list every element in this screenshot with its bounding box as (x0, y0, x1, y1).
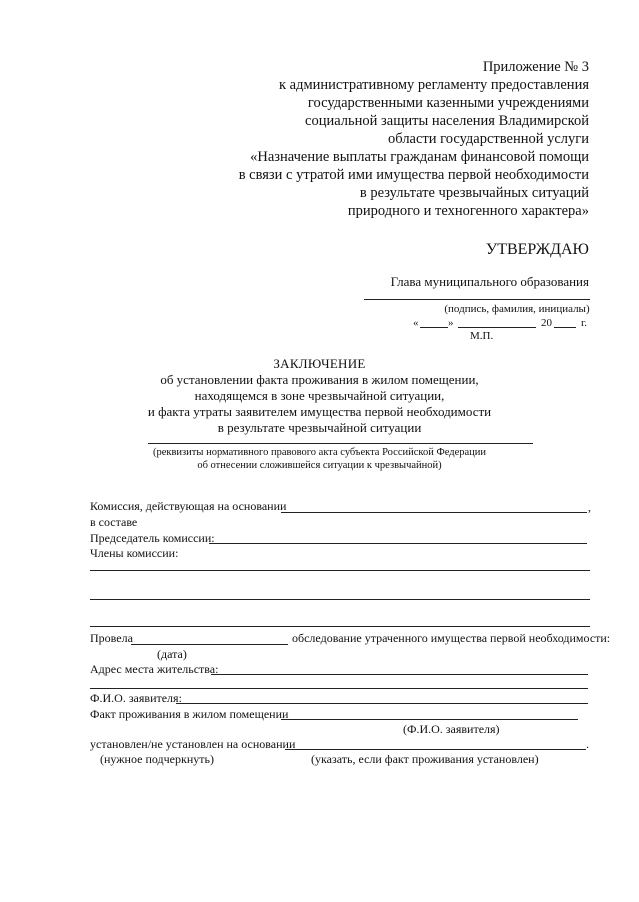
approve-title: УТВЕРЖДАЮ (485, 241, 589, 258)
comma: , (588, 500, 591, 514)
header-line: в связи с утратой ими имущества первой необходимости (238, 167, 589, 183)
requisites-line[interactable] (148, 443, 533, 444)
requisites-hint: (реквизиты нормативного правового акта субъекта Российской Федерации (152, 447, 487, 458)
established-basis-field[interactable] (285, 749, 586, 750)
address-field[interactable] (211, 674, 588, 675)
date-quote-close: » (448, 317, 454, 329)
survey-label: обследование утраченного имущества первой необходимости: (292, 631, 611, 645)
specify-hint: (указать, если факт проживания установлен) (311, 752, 539, 766)
members-field[interactable] (90, 599, 590, 600)
title-line: об установлении факта проживания в жилом помещении, (160, 372, 479, 387)
header-line: природного и техногенного характера» (347, 203, 589, 219)
members-label: Члены комиссии: (90, 546, 179, 560)
header-line: к административному регламенту предоставления (278, 77, 589, 93)
residence-fact-label: Факт проживания в жилом помещении (90, 707, 289, 721)
requisites-hint: об отнесении сложившейся ситуации к чрезвычайной) (197, 460, 442, 471)
members-field[interactable] (90, 570, 590, 571)
established-label: установлен/не установлен на основании (90, 737, 296, 751)
date-field[interactable] (131, 644, 288, 645)
address-label: Адрес места жительства: (90, 662, 219, 676)
address-field-extra[interactable] (90, 688, 588, 689)
date-year-line[interactable] (554, 327, 576, 328)
header-line: социальной защиты населения Владимирской (305, 113, 589, 129)
date-hint: (дата) (157, 647, 187, 661)
chairman-label: Председатель комиссии: (90, 531, 215, 545)
document-title: ЗАКЛЮЧЕНИЕ (273, 356, 366, 371)
header-line: области государственной услуги (388, 131, 589, 147)
title-line: и факта утраты заявителем имущества первой необходимости (147, 404, 492, 419)
header-line: «Назначение выплаты гражданам финансовой помощи (250, 149, 589, 165)
period: . (586, 737, 589, 751)
conducted-label: Провела (90, 631, 133, 645)
chairman-field[interactable] (209, 543, 587, 544)
applicant-name-field[interactable] (176, 703, 588, 704)
members-field[interactable] (90, 626, 590, 627)
signature-hint: (подпись, фамилия, инициалы) (444, 303, 590, 315)
appendix-number: Приложение № 3 (482, 59, 589, 75)
title-line: в результате чрезвычайной ситуации (217, 420, 422, 435)
header-line: в результате чрезвычайных ситуаций (359, 185, 589, 201)
date-year-prefix: 20 (541, 317, 552, 329)
approve-position: Глава муниципального образования (390, 274, 589, 289)
composition-label: в составе (90, 515, 138, 529)
date-year-suffix: г. (581, 317, 588, 329)
date-day-line[interactable] (420, 327, 448, 328)
title-line: находящемся в зоне чрезвычайной ситуации, (194, 388, 445, 403)
signature-line[interactable] (364, 299, 590, 300)
applicant-hint: (Ф.И.О. заявителя) (403, 722, 500, 736)
underline-hint: (нужное подчеркнуть) (100, 752, 214, 766)
date-month-line[interactable] (458, 327, 536, 328)
commission-basis-field[interactable] (281, 512, 587, 513)
date-quote-open: « (413, 317, 419, 329)
header-line: государственными казенными учреждениями (307, 95, 589, 111)
applicant-name-label: Ф.И.О. заявителя: (90, 691, 182, 705)
commission-basis-label: Комиссия, действующая на основании (90, 499, 287, 513)
residence-fact-field[interactable] (281, 719, 578, 720)
stamp-label: М.П. (470, 330, 494, 342)
